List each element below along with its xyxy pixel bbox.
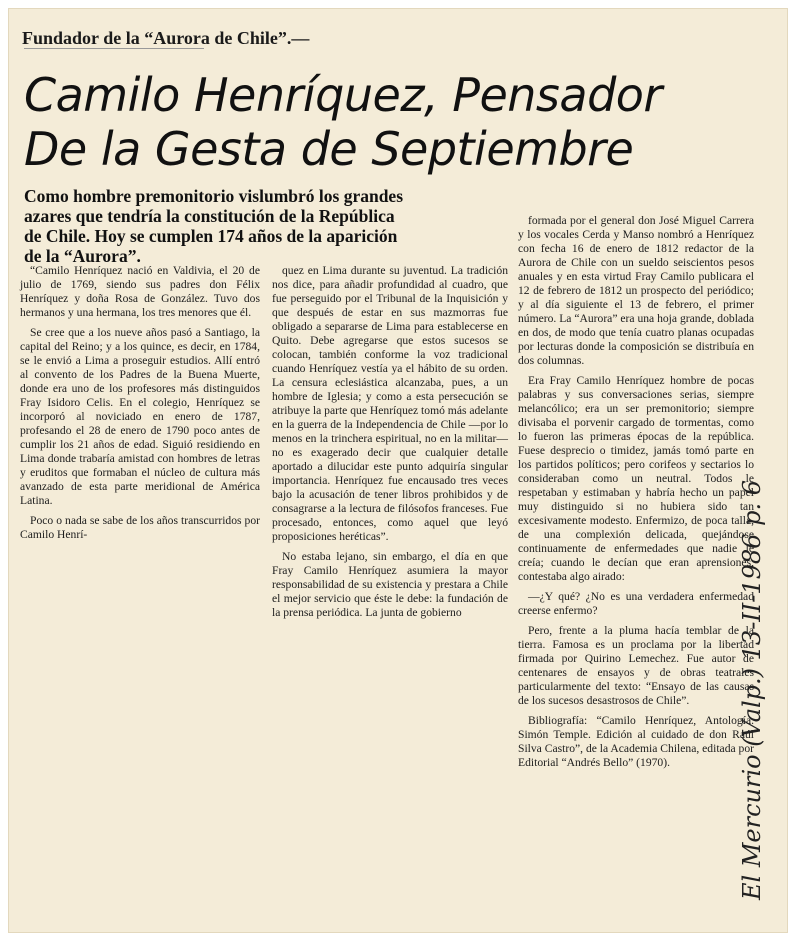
column-1 xyxy=(20,264,260,548)
paragraph: “Camilo Henríquez nació en Valdivia, el 20 de julio de 1769, siendo sus padres don Félix Henríquez y doña Rosa de González. Tuvo dos hermanos y una hermana, los tres menores que él. xyxy=(20,264,260,319)
paragraph: formada por el general don José Miguel Carrera y los vocales Cerda y Manso nombró a Henríquez con fecha 16 de enero de 1812 redactor de la Aurora de Chile con un sueldo seiscientos pesos anuales y en esta virtud Fray Camilo publicara el 12 de febrero de 1812 un prospecto del periódico; y al día siguiente el 13 de febrero, el primer número. La “Aurora” era una hoja grande, doblada en dos, de modo que tenía cuatro planas ocupadas por lecturas donde la composición se distribuía en dos columnas. xyxy=(518,214,754,367)
column-2 xyxy=(272,264,508,626)
paragraph: Poco o nada se sabe de los años transcurridos por Camilo Henrí- xyxy=(20,514,260,541)
deck-line: Como hombre premonitorio vislumbró los grandes xyxy=(24,186,404,206)
handwritten-source-note: El Mercurio (Valp.) 13-II-1986 p. 6 xyxy=(738,480,766,900)
deck-line: de la “Aurora”. xyxy=(24,246,141,266)
paragraph: Se cree que a los nueve años pasó a Santiago, la capital del Reino; y a los quince, es decir, en 1784, se le envió a Lima a proseguir estudios. Allí entró al convento de los Padres de la Buena Muerte, donde era uno de los profesores más distinguidos Fray Isidoro Celis. En el colegio, Henríquez se incorporó al noviciado en enero de 1787, profesando el 28 de enero de 1790 poco antes de cumplir los 21 años de edad. Siguió residiendo en Lima donde trabaría amistad con hombres de letras y eruditos que formaban el núcleo de cultura más avanzado de esta parte meridional de América Latina. xyxy=(20,326,260,507)
rule xyxy=(24,48,204,49)
deck xyxy=(24,186,514,266)
paragraph: Pero, frente a la pluma hacía temblar de la tierra. Famosa es un proclama por la libertad firmada por Quirino Lemechez. Fue autor de centenares de ensayos y de obras teatrales particularmente del texto: “Ensayo de las causas de los sucesos desastrosos de Chile”. xyxy=(518,624,754,707)
paragraph: Bibliografía: “Camilo Henríquez, Antología. Simón Temple. Edición al cuidado de don Raúl Silva Castro”, de la Academia Chilena, editada por Editorial “Andrés Bello” (1970). xyxy=(518,714,754,769)
deck-line: azares que tendría la constitución de la República xyxy=(24,206,395,226)
paragraph: Era Fray Camilo Henríquez hombre de pocas palabras y sus conversaciones serias, siempre melancólico; era un ser premonitorio; siempre divisaba el porvenir cargado de tormentas, como lo fueron las primeras épocas de la república. Fuese desprecio o timidez, jamás tomó parte en los partidos políticos; pero corifeos y sectarios lo consideraban como un neutral. Todos le respetaban y estimaban y habría hecho un papel muy distinguido si no hubiera sido tan excesivamente modesto. Enfermizo, de poca talla, de una complexión delicada, quejándose continuamente de enfermedades que nadie le creía; cuando le decían que eran aprensiones, contestaba algo airado: xyxy=(518,374,754,583)
deck-line: de Chile. Hoy se cumplen 174 años de la aparición xyxy=(24,226,398,246)
column-3 xyxy=(518,214,754,776)
headline-line-1: Camilo Henríquez, Pensador xyxy=(24,68,662,122)
paragraph: —¿Y qué? ¿No es una verdadera enfermedad creerse enfermo? xyxy=(518,590,754,617)
kicker: Fundador de la “Aurora de Chile”.— xyxy=(22,28,310,48)
paragraph: No estaba lejano, sin embargo, el día en que Fray Camilo Henríquez asumiera la mayor responsabilidad de su existencia y prestara a Chile el mejor servicio que éste le debe: la fundación de la prensa periódica. La junta de gobierno xyxy=(272,550,508,619)
paragraph: quez en Lima durante su juventud. La tradición nos dice, para añadir profundidad al cuadro, que fue perseguido por el Tribunal de la Inquisición y que después de estar en sus mazmorras fue obligado a separarse de Lima para establecerse en Quito. Debe agregarse que estos sucesos se colocan, también conforme la voz tradicional cuando Henríquez vestía ya el hábito de su orden. La censura eclesiástica alcanzaba, pues, a un hombre de Iglesia; y como a esta persecución se atribuye la parte que Henríquez tomó más adelante en la guerra de la Independencia de Chile —por lo menos en la trinchera espiritual, no en la militar— no es exagerado decir que cualquier detalle aportado a dilucidar este punto adquiría singular importancia. Henríquez fue encausado tres veces bajo la acusación de tener libros prohibidos y de consagrarse a la lectura de filósofos franceses. Fue procesado, entonces, como aquel que leyó proposiciones heréticas”. xyxy=(272,264,508,543)
headline-line-2: De la Gesta de Septiembre xyxy=(24,122,634,176)
headline xyxy=(24,68,744,176)
